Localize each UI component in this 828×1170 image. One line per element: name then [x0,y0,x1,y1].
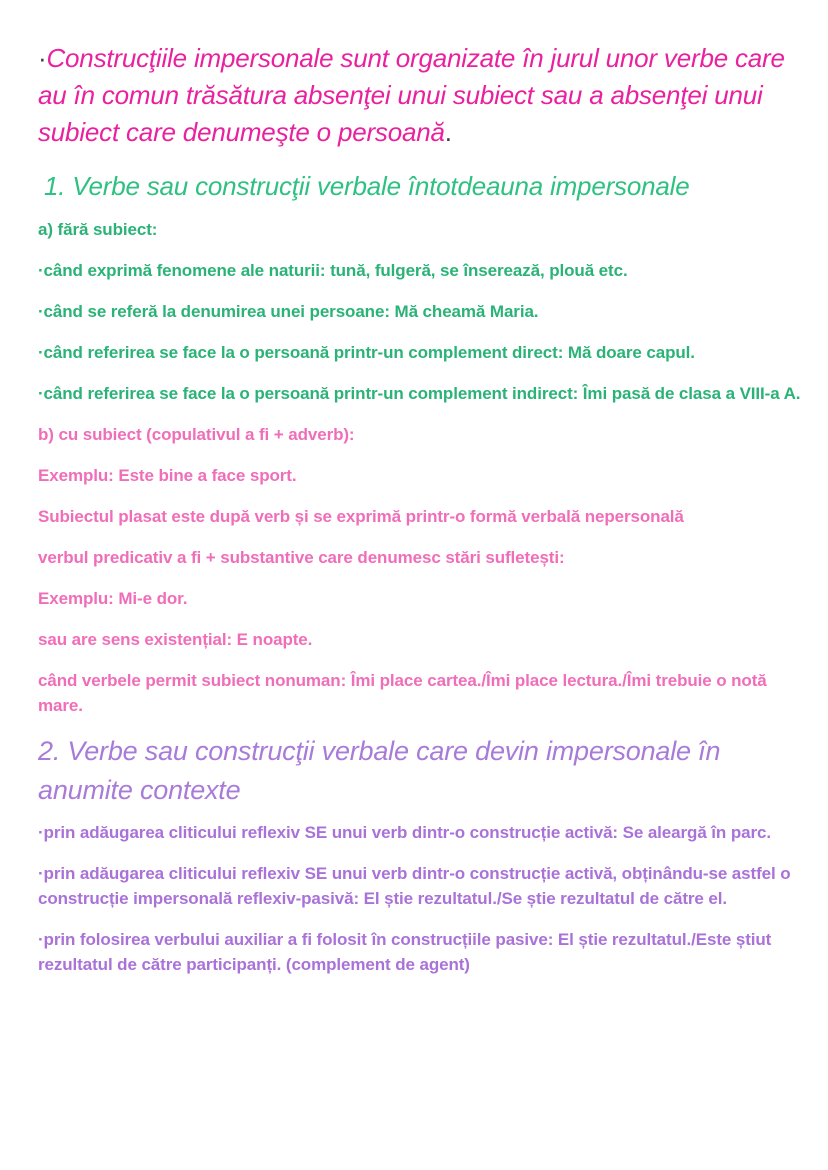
pink-line: Exemplu: Mi-e dor. [38,589,188,608]
intro-paragraph [38,40,808,151]
intro-bullet: · [38,43,47,73]
pink-line: sau are sens existențial: E noapte. [38,630,313,649]
pink-line: Subiectul plasat este după verb și se exprimă printr-o formă verbală nepersonală [38,507,684,526]
intro-text: Construcţiile impersonale sunt organizate în jurul unor verbe care au în comun trăsătura absenţei unui subiect sau a absenţei unui subiect care denumeşte o persoană [38,43,785,147]
purple-bullet-item: ·prin adăugarea cliticului reflexiv SE unui verb dintr-o construcție activă, obținându-se astfel o construcție impersonală reflexiv-pasivă: El știe rezultatul./Se știe rezultatul de către el. [38,864,791,908]
green-bullet-item: ·când referirea se face la o persoană printr-un complement direct: Mă doare capul. [38,343,695,362]
intro-period: . [444,117,452,147]
pink-line: când verbele permit subiect nonuman: Îmi place cartea./Îmi place lectura./Îmi trebuie o notă mare. [38,671,767,715]
green-bullet-item: ·când exprimă fenomene ale naturii: tună, fulgeră, se înserează, plouă etc. [38,261,628,280]
section1-subheading-a: a) fără subiect: [38,220,158,239]
section2-heading: 2. Verbe sau construcţii verbale care devin impersonale în anumite contexte [38,736,721,805]
section1-subheading-b: b) cu subiect (copulativul a fi + adverb): [38,425,355,444]
purple-bullet-item: ·prin adăugarea cliticului reflexiv SE unui verb dintr-o construcție activă: Se aleargă în parc. [38,823,771,842]
section1-heading: 1. Verbe sau construcţii verbale întotdeauna impersonale [44,171,690,201]
pink-line: verbul predicativ a fi + substantive care denumesc stări sufletești: [38,548,565,567]
green-bullet-item: ·când referirea se face la o persoană printr-un complement indirect: Îmi pasă de clasa a VIII-a A. [38,384,801,403]
green-bullet-item: ·când se referă la denumirea unei persoane: Mă cheamă Maria. [38,302,539,321]
purple-bullet-item: ·prin folosirea verbului auxiliar a fi folosit în construcțiile pasive: El știe rezultatul./Este știut rezultatul de către participanți. (complement de agent) [38,930,772,974]
pink-line: Exemplu: Este bine a face sport. [38,466,297,485]
